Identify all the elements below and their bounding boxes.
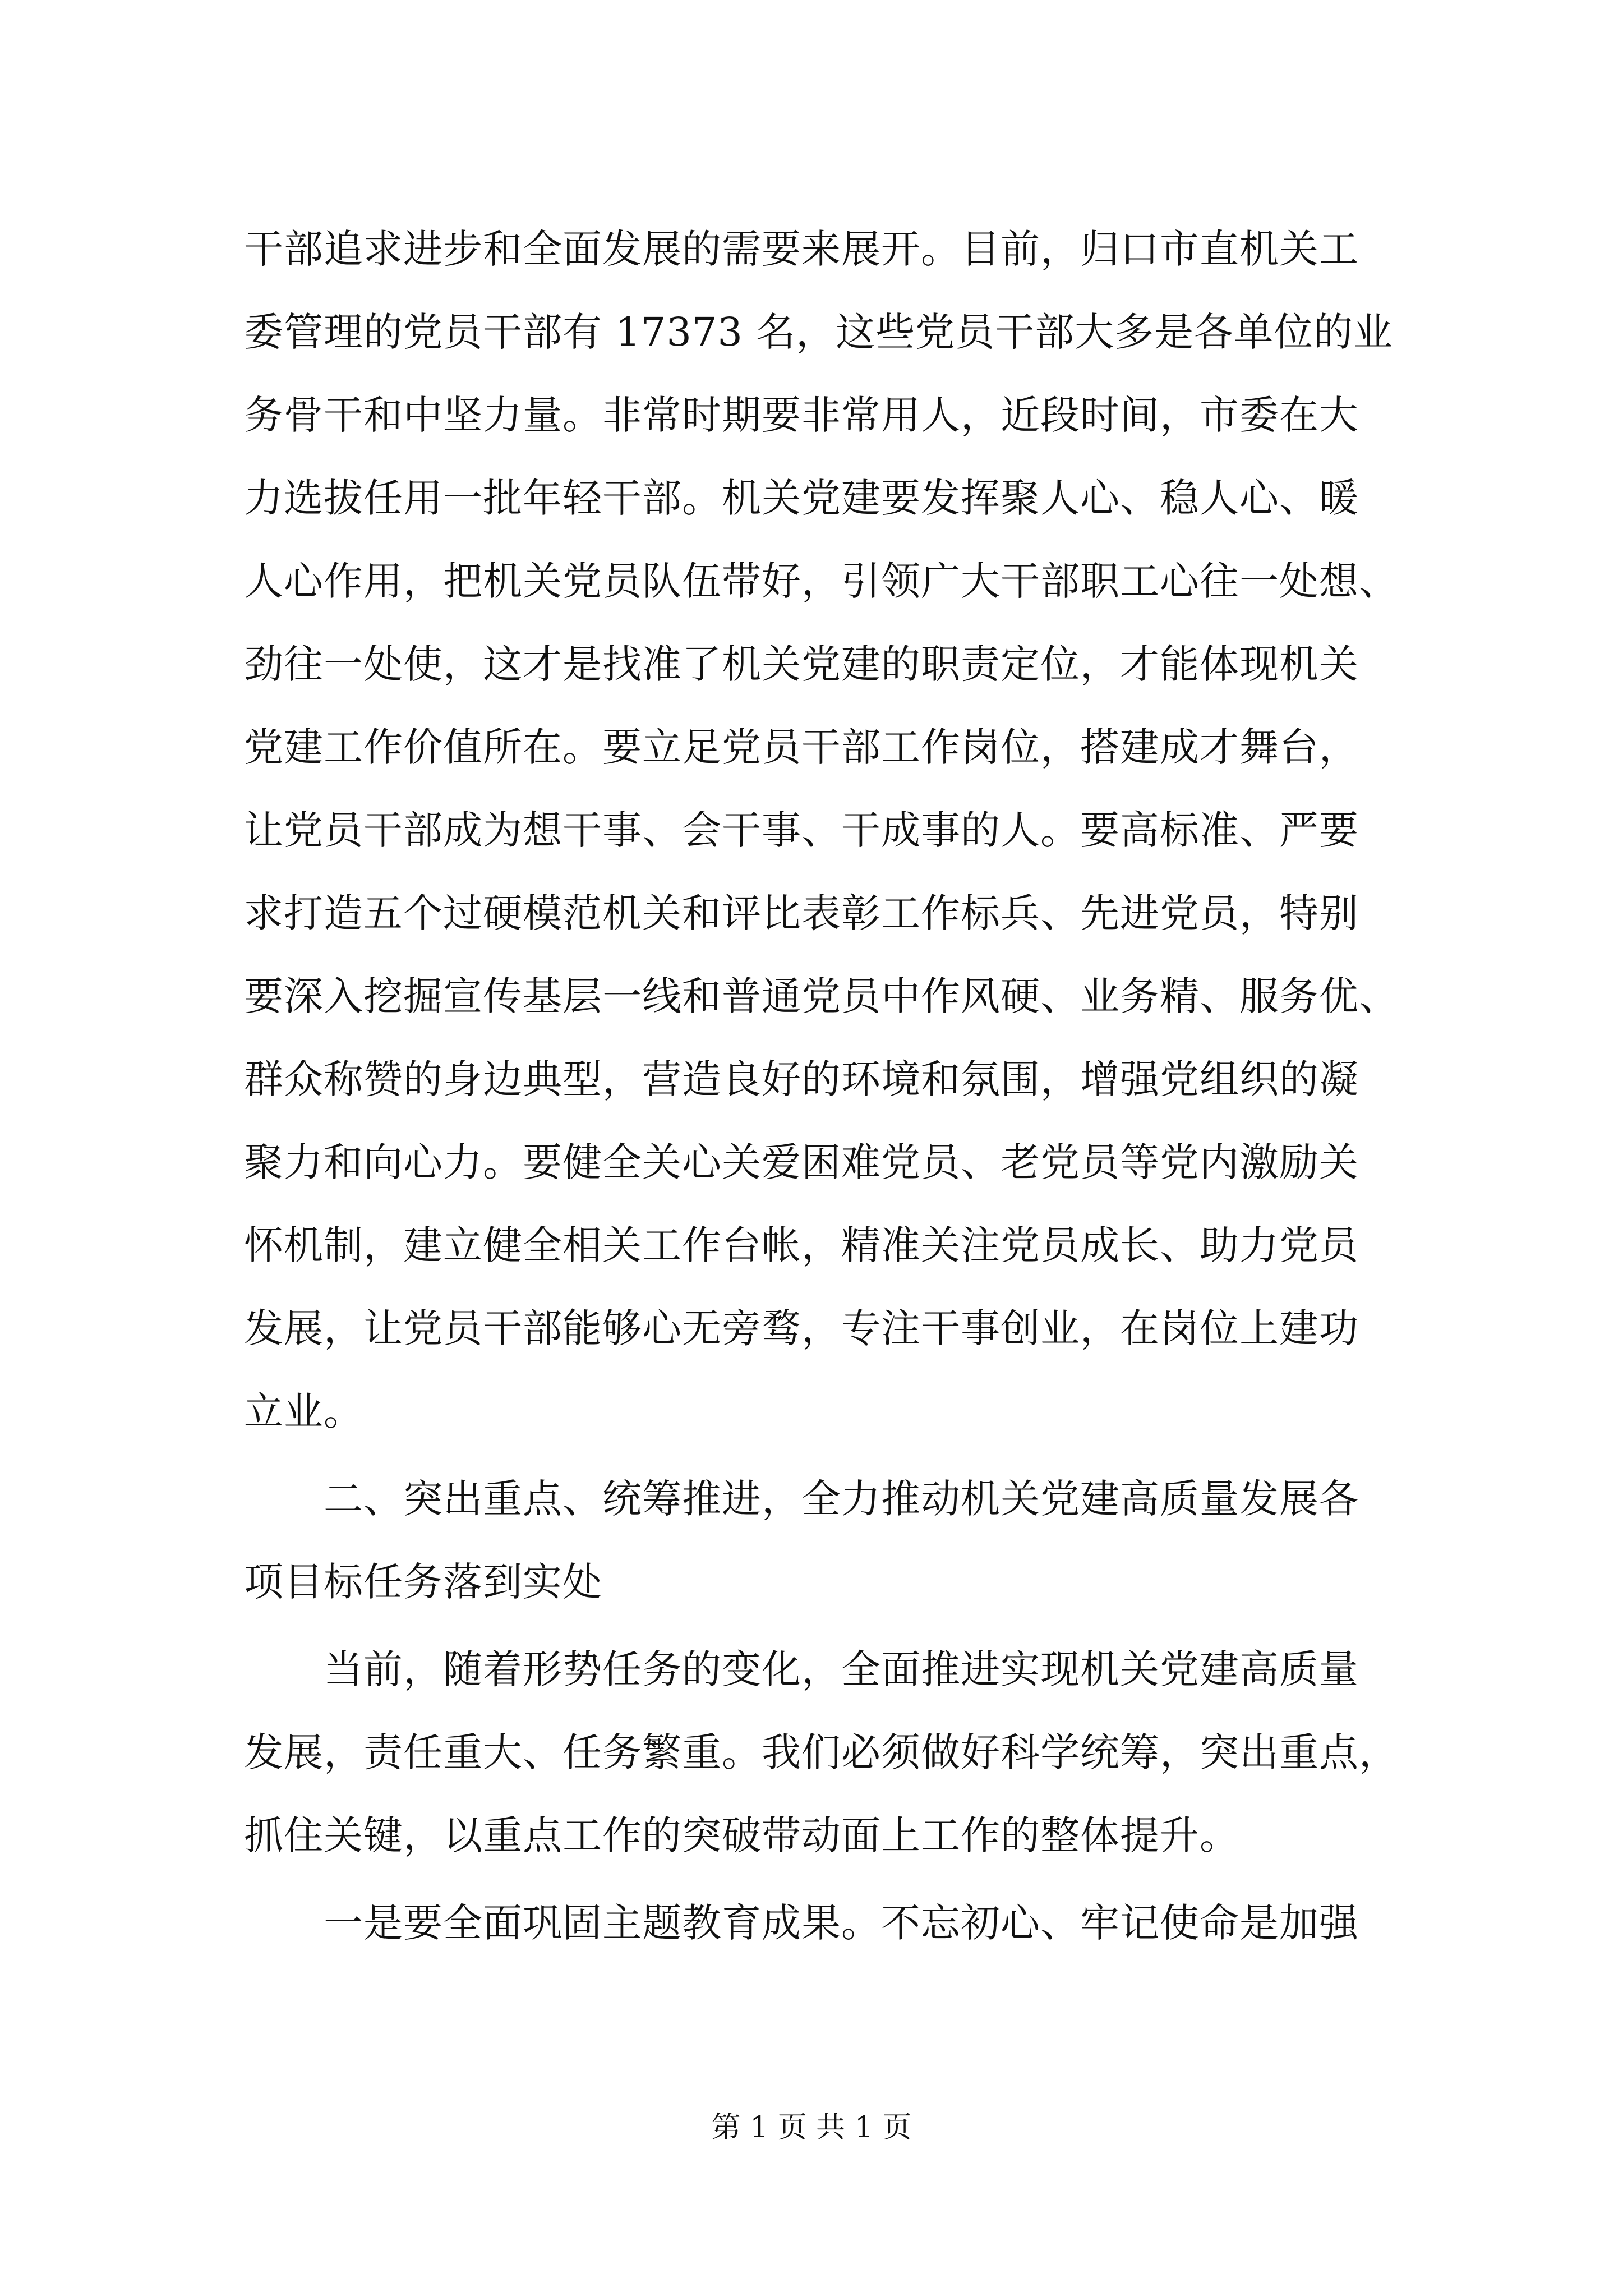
text-line: 发展，让党员干部能够心无旁骛，专注干事创业，在岗位上建功 xyxy=(244,1305,1359,1351)
paragraph-line: 发展，责任重大、任务繁重。我们必须做好科学统筹，突出重点， xyxy=(244,1729,1399,1775)
text-line: 人心作用，把机关党员队伍带好，引领广大干部职工心往一处想、 xyxy=(244,558,1399,604)
text-line: 立业。 xyxy=(244,1388,363,1434)
paragraph-line: 当前，随着形势任务的变化，全面推进实现机关党建高质量 xyxy=(244,1646,1359,1692)
text-line: 聚力和向心力。要健全关心关爱困难党员、老党员等党内激励关 xyxy=(244,1139,1359,1185)
page-footer: 第 1 页 共 1 页 xyxy=(711,2111,912,2145)
text-line: 要深入挖掘宣传基层一线和普通党员中作风硬、业务精、服务优、 xyxy=(244,973,1399,1019)
paragraph-line: 抓住关键，以重点工作的突破带动面上工作的整体提升。 xyxy=(244,1812,1239,1858)
document-body xyxy=(244,208,1450,1964)
text-line: 怀机制，建立健全相关工作台帐，精准关注党员成长、助力党员 xyxy=(244,1222,1359,1268)
text-line: 务骨干和中坚力量。非常时期要非常用人，近段时间，市委在大 xyxy=(244,392,1359,438)
text-line: 力选拔任用一批年轻干部。机关党建要发挥聚人心、稳人心、暖 xyxy=(244,475,1359,521)
text-line: 劲往一处使，这才是找准了机关党建的职责定位，才能体现机关 xyxy=(244,641,1359,687)
text-line: 委管理的党员干部有 17373 名，这些党员干部大多是各单位的业 xyxy=(244,309,1394,355)
paragraph-line: 一是要全面巩固主题教育成果。不忘初心、牢记使命是加强 xyxy=(244,1900,1359,1946)
text-line: 让党员干部成为想干事、会干事、干成事的人。要高标准、严要 xyxy=(244,807,1359,853)
section-heading-line: 项目标任务落到实处 xyxy=(244,1559,602,1605)
text-line: 党建工作价值所在。要立足党员干部工作岗位，搭建成才舞台， xyxy=(244,724,1359,770)
text-line: 群众称赞的身边典型，营造良好的环境和氛围，增强党组织的凝 xyxy=(244,1056,1359,1102)
section-heading-line: 二、突出重点、统筹推进，全力推动机关党建高质量发展各 xyxy=(244,1476,1359,1522)
text-line: 求打造五个过硬模范机关和评比表彰工作标兵、先进党员，特别 xyxy=(244,890,1359,936)
text-line: 干部追求进步和全面发展的需要来展开。目前，归口市直机关工 xyxy=(244,226,1359,272)
